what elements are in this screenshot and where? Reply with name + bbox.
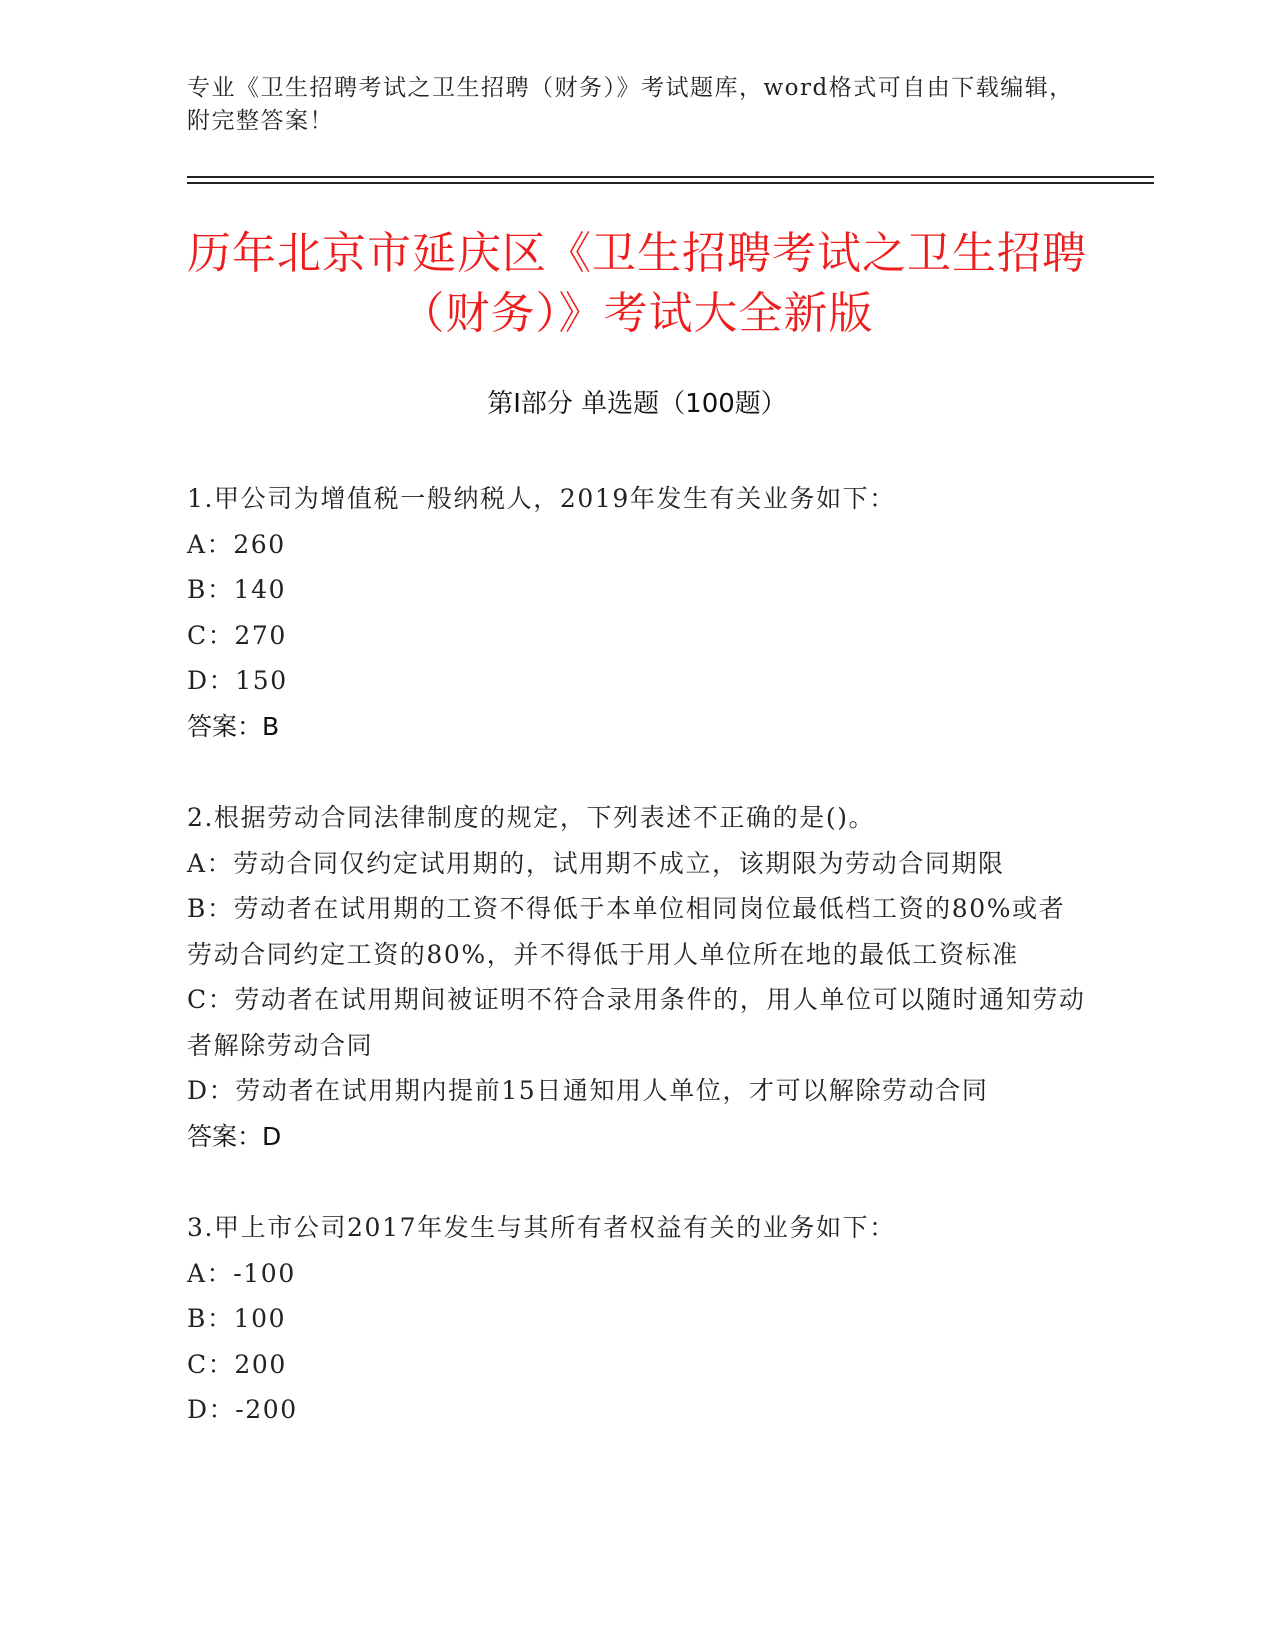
option-d: D：劳动者在试用期内提前15日通知用人单位，才可以解除劳动合同 xyxy=(187,1076,989,1105)
answer-line: 答案：D xyxy=(187,1121,282,1151)
option-a: A：260 xyxy=(187,529,286,559)
header-divider-second xyxy=(187,182,1154,184)
option-c: C：270 xyxy=(187,620,287,650)
option-d: D：-200 xyxy=(187,1395,298,1424)
option-c: C：劳动者在试用期间被证明不符合录用条件的，用人单位可以随时通知劳动者解除劳动合同 xyxy=(187,985,1086,1060)
question-stem: 1.甲公司为增值税一般纳税人，2019年发生有关业务如下： xyxy=(187,484,896,513)
option-b: B：100 xyxy=(187,1304,287,1333)
section-heading: 第Ⅰ部分 单选题（100题） xyxy=(487,389,787,419)
document-title: 历年北京市延庆区《卫生招聘考试之卫生招聘（财务）》考试大全新版 xyxy=(187,228,1087,339)
option-b: B：140 xyxy=(187,575,287,604)
question-2 xyxy=(187,795,1087,1159)
question-stem: 3.甲上市公司2017年发生与其所有者权益有关的业务如下： xyxy=(187,1213,896,1242)
option-b: B：劳动者在试用期的工资不得低于本单位相同岗位最低档工资的80%或者劳动合同约定工资的80%，并不得低于用人单位所在地的最低工资标准 xyxy=(187,894,1066,969)
option-c: C：200 xyxy=(187,1349,287,1379)
question-1 xyxy=(187,476,1087,749)
question-list xyxy=(187,476,1087,1479)
option-a: A：-100 xyxy=(187,1258,296,1288)
header-divider xyxy=(187,176,1154,178)
option-d: D：150 xyxy=(187,666,288,695)
option-a: A：劳动合同仅约定试用期的，试用期不成立，该期限为劳动合同期限 xyxy=(187,848,1005,878)
question-3 xyxy=(187,1205,1087,1433)
question-stem: 2.根据劳动合同法律制度的规定，下列表述不正确的是()。 xyxy=(187,803,876,832)
header-note: 专业《卫生招聘考试之卫生招聘（财务）》考试题库，word格式可自由下载编辑，附完整答案！ xyxy=(187,75,1074,134)
answer-line: 答案：B xyxy=(187,711,280,741)
